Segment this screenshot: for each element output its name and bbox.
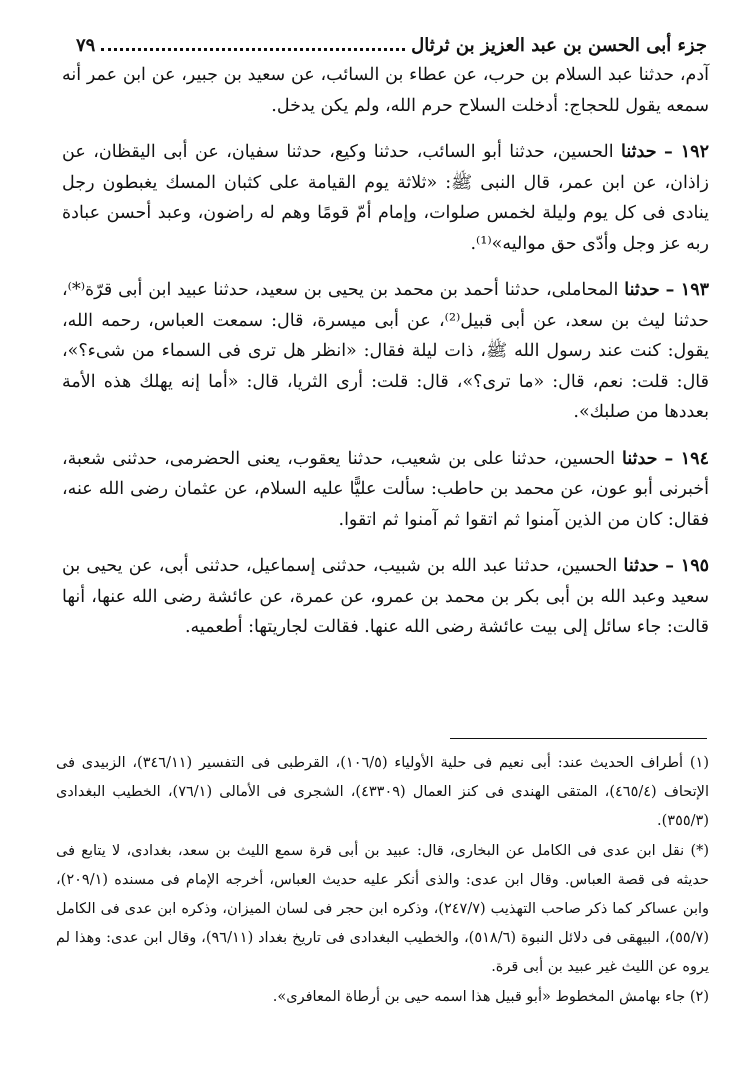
page-number: ٧٩: [76, 34, 96, 56]
hadith-number: ١٩٤ –: [664, 448, 709, 469]
hadith-number: ١٩٢ –: [664, 142, 709, 162]
hadith-lead-word: حدثنا: [622, 448, 658, 469]
header-dot-leader: [101, 40, 405, 51]
hadith-number: ١٩٥ –: [665, 556, 709, 576]
paragraph-text: الحسين، حدثنا على بن شعيب، حدثنا يعقوب، يعنى الحضرمى، حدثنى شعبة، أخبرنى أبو عون، عن محمد بن حاطب: سألت عليًّا عليه السلام، عن عثمان رضى الله عنه، فقال: كان من الذين آمنوا ثم اتقوا ثم آمنوا ثم اتقوا.: [62, 448, 709, 530]
hadith-paragraph: [62, 551, 709, 643]
hadith-number: ١٩٣ –: [665, 280, 709, 300]
footnote-marker: (٢): [689, 989, 709, 1005]
footnotes: [56, 749, 709, 1012]
hadith-lead-word: حدثنا: [623, 556, 660, 576]
paragraph-text: المحاملى، حدثنا أحمد بن محمد بن يحيى بن سعيد، حدثنا عبيد ابن أبى قرّة⁽*⁾، حدثنا ليث بن سعد، عن أبى قبيل⁽²⁾، عن أبى ميسرة، قال: سمعت العباس، رحمه الله، يقول: كنت عند رسول الله ﷺ، ذات ليلة فقال: «انظر هل ترى فى السماء من شىء؟»، قال: قلت: نعم، قال: «ما ترى؟»، قال: قلت: أرى الثريا، قال: «أما إنه يهلك هذه الأمة بعددها من صلبك».: [62, 280, 710, 422]
hadith-lead-word: حدثنا: [621, 142, 657, 162]
paragraph-text: آدم، حدثنا عبد السلام بن حرب، عن عطاء بن السائب، عن سعيد بن جبير، عن ابن عمر أنه سمعه يقول للحجاج: أدخلت السلاح حرم الله، ولم يكن يدخل.: [62, 65, 709, 116]
page-header: [76, 32, 707, 58]
footnote-separator: [450, 738, 707, 739]
hadith-paragraph: [62, 275, 709, 428]
footnote-text: جاء بهامش المخطوط «أبو قبيل هذا اسمه حيى بن أرطاة المعافرى».: [272, 989, 686, 1005]
paragraph-text: الحسين، حدثنا أبو السائب، حدثنا وكيع، حدثنا سفيان، عن أبى اليقظان، عن زاذان، عن ابن عمر، قال النبى ﷺ: «ثلاثة يوم القيامة على كثبان المسك يغبطون رجل ينادى فى كل يوم وليلة لخمس صلوات، وإمام أمّ قومًا وهم له راضون، وعبد أحسن عبادة ربه عز وجل وأدّى حق مواليه»⁽¹⁾.: [62, 142, 709, 254]
hadith-paragraph: [62, 60, 709, 121]
footnote: [56, 983, 709, 1012]
footnote-marker: (*): [690, 843, 710, 859]
footnote-text: أطراف الحديث عند: أبى نعيم فى حلية الأولياء (١٠٦/٥)، القرطبى فى التفسير (٣٤٦/١١)، الزبيدى فى الإتحاف (٤٦٥/٤)، المتقى الهندى فى كنز العمال (٤٣٣٠٩)، الشجرى فى الأمالى (٧٦/١)، الخطيب البغدادى (٣٥٥/٣).: [56, 755, 709, 829]
hadith-paragraph: [62, 444, 709, 536]
footnote: [56, 837, 709, 982]
hadith-lead-word: حدثنا: [624, 280, 660, 300]
main-text: [62, 60, 709, 643]
running-title: جزء أبى الحسن بن عبد العزيز بن ثرثال: [411, 34, 707, 56]
footnote: [56, 749, 709, 836]
paragraph-text: الحسين، حدثنا عبد الله بن شبيب، حدثنى إسماعيل، حدثنى أبى، عن يحيى بن سعيد وعبد الله بن أبى بكر بن محمد بن عمرو، عن عمرة، عن عائشة رضى الله عنها، أنها قالت: جاء سائل إلى بيت عائشة رضى الله عنها. فقالت لجاريتها: أطعميه.: [62, 556, 709, 637]
hadith-paragraph: [62, 137, 709, 259]
footnote-text: نقل ابن عدى فى الكامل عن البخارى، قال: عبيد بن أبى قرة سمع الليث بن سعد، بغدادى، لا يتابع فى حديثه فى قصة العباس. وقال ابن عدى: والذى أنكر عليه حديث العباس، أخرجه الإمام فى مسنده (٢٠٩/١)، وابن عساكر كما ذكر صاحب التهذيب (٢٤٧/٧)، وذكره ابن حجر فى لسان الميزان، وذكره ابن عدى فى الكامل (٥٥/٧)، البيهقى فى دلائل النبوة (٥١٨/٦)، والخطيب البغدادى فى تاريخ بغداد (٩٦/١١)، وقال ابن عدى: وهذا لم يروه عن الليث غير عبيد بن أبى قرة.: [56, 843, 710, 975]
footnote-marker: (١): [689, 755, 710, 771]
